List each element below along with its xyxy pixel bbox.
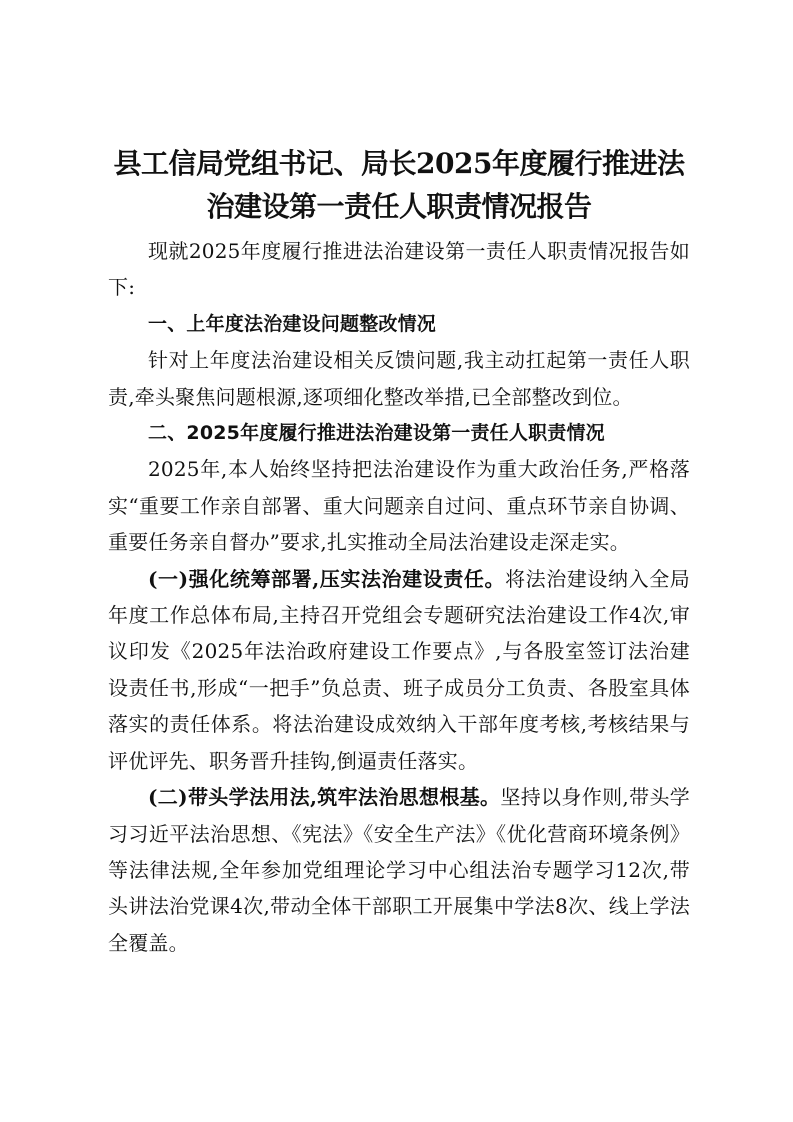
item-1-text: 将法治建设纳入全局年度工作总体布局,主持召开党组会专题研究法治建设工作4次,审议印发《2025年法治政府建设工作要点》,与各股室签订法治建设责任书,形成“一把手”负总责、班子成员分工负责、各股室具体落实的责任体系。将法治建设成效纳入干部年度考核,考核结果与评优评先、职务晋升挂钩,倒逼责任落实。	[108, 566, 690, 773]
document-title-line-2: 治建设第一责任人职责情况报告	[206, 190, 592, 223]
item-1-lead: (一)强化统筹部署,压实法治建设责任。	[148, 566, 506, 591]
section-1-paragraph: 针对上年度法治建设相关反馈问题,我主动扛起第一责任人职责,牵头聚焦问题根源,逐项细化整改举措,已全部整改到位。	[108, 348, 690, 409]
section-2-heading: 二、2025年度履行推进法治建设第一责任人职责情况	[148, 422, 605, 445]
section-2-paragraph: 2025年,本人始终坚持把法治建设作为重大政治任务,严格落实“重要工作亲自部署、重大问题亲自过问、重点环节亲自协调、重要任务亲自督办”要求,扎实推动全局法治建设走深走实。	[108, 457, 690, 555]
document-body	[108, 233, 690, 961]
item-2-text: 坚持以身作则,带头学习习近平法治思想、《宪法》《安全生产法》《优化营商环境条例》等法律法规,全年参加党组理论学习中心组法治专题学习12次,带头讲法治党课4次,带动全体干部职工开展集中学法8次、线上学法全覆盖。	[108, 785, 690, 955]
document-title-line-1: 县工信局党组书记、局长2025年度履行推进法	[113, 147, 685, 180]
item-2-lead: (二)带头学法用法,筑牢法治思想根基。	[148, 785, 501, 810]
intro-paragraph: 现就2025年度履行推进法治建设第一责任人职责情况报告如下:	[108, 239, 690, 300]
section-2-item-1	[108, 561, 690, 779]
section-1-heading: 一、上年度法治建设问题整改情况	[148, 312, 437, 335]
section-2-item-2	[108, 779, 690, 961]
